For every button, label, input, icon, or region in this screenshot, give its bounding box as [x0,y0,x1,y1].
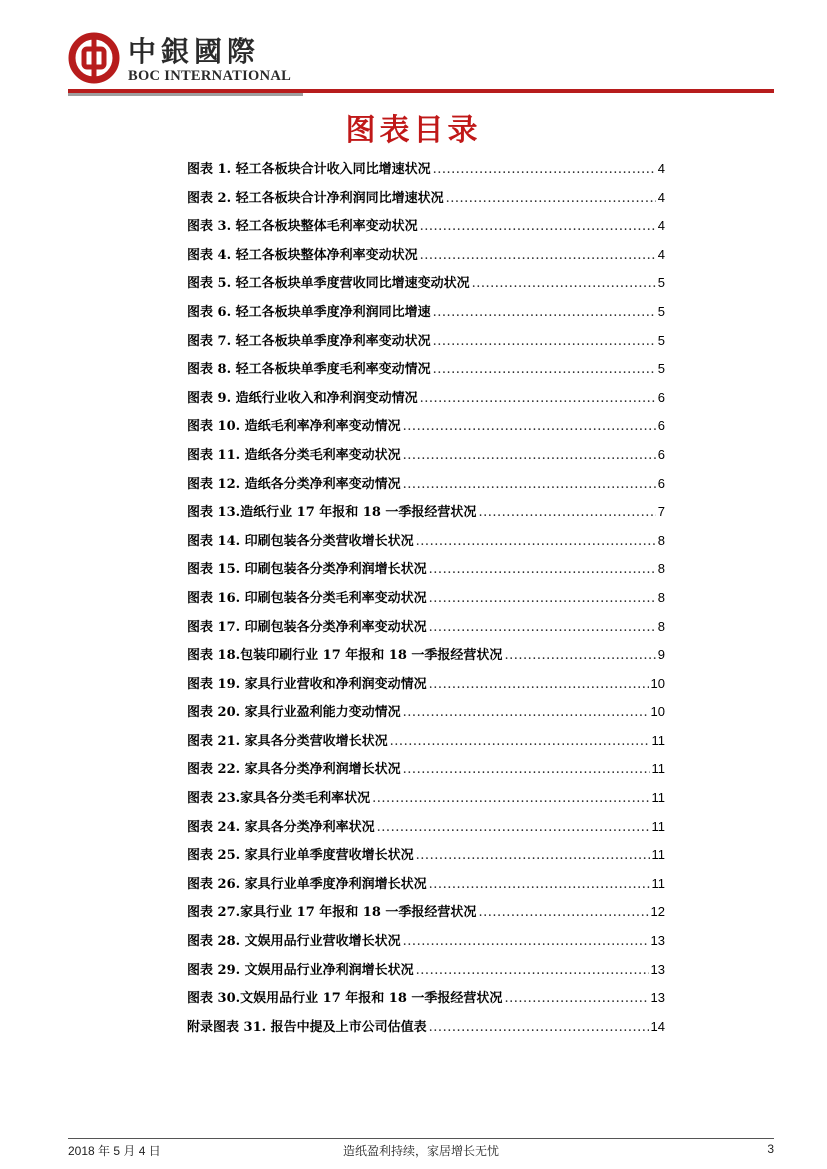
footer-rule [68,1138,774,1139]
toc-entry[interactable] [187,241,665,270]
toc-entry[interactable] [187,412,665,441]
toc-dot-leader [478,899,648,928]
toc-entry-page: 11 [651,761,665,777]
toc-dot-leader [420,242,656,271]
toc-entry-page: 13 [650,961,665,977]
toc-entry[interactable] [187,155,665,184]
header-rule-gray [68,93,303,96]
toc-entry[interactable] [187,927,665,956]
toc-entry-page: 6 [657,418,665,434]
toc-entry[interactable] [187,613,665,642]
toc-dot-leader [472,270,656,299]
toc-entry-page: 8 [657,618,665,634]
toc-entry-page: 5 [657,361,665,377]
toc-entry-label: 图表 21. 家具各分类营收增长状况 [187,733,388,749]
toc-entry-label: 图表 4. 轻工各板块整体净利率变动状况 [187,247,418,263]
toc-entry[interactable] [187,555,665,584]
page-title: 图表目录 [345,113,482,148]
boc-logo-icon [68,32,120,84]
toc-entry-page: 8 [657,561,665,577]
toc-entry-label: 图表 25. 家具行业单季度营收增长状况 [187,848,414,864]
toc-entry[interactable] [187,327,665,356]
toc-entry-label: 图表 12. 造纸各分类净利率变动情况 [187,476,401,492]
toc-dot-leader [416,528,656,557]
toc-entry[interactable] [187,670,665,699]
toc-entry-label: 图表 23.家具各分类毛利率状况 [187,791,371,807]
toc-dot-leader [403,756,650,785]
toc-entry-label: 图表 17. 印刷包装各分类净利率变动状况 [187,619,427,635]
toc-entry-page: 7 [657,504,665,520]
toc-dot-leader [416,957,649,986]
toc-entry-page: 11 [651,847,665,863]
toc-entry[interactable] [187,470,665,499]
logo-chinese-name: 中銀國際 [128,35,261,68]
toc-entry-label: 图表 13.造纸行业 17 年报和 18 一季报经营状况 [187,505,477,521]
toc-entry-page: 13 [650,990,665,1006]
toc-entry[interactable] [187,784,665,813]
toc-dot-leader [403,928,649,957]
toc-entry-label: 图表 1. 轻工各板块合计收入同比增速状况 [187,162,431,177]
toc-dot-leader [372,785,649,814]
toc-entry-label: 附录图表 31. 报告中提及上市公司估值表 [187,1019,427,1035]
toc-entry-page: 4 [657,246,665,262]
toc-entry-label: 图表 5. 轻工各板块单季度营收同比增速变动状况 [187,276,470,292]
toc-dot-leader [433,299,656,328]
toc-dot-leader [429,1014,649,1043]
toc-entry-label: 图表 3. 轻工各板块整体毛利率变动状况 [187,219,418,235]
toc-entry-label: 图表 19. 家具行业营收和净利润变动情况 [187,676,427,692]
toc-entry[interactable] [187,841,665,870]
toc-entry-label: 图表 6. 轻工各板块单季度净利润同比增速 [187,304,431,320]
toc-entry-label: 图表 8. 轻工各板块单季度毛利率变动情况 [187,362,431,378]
toc-dot-leader [429,614,656,643]
toc-dot-leader [429,585,656,614]
toc-entry-page: 6 [657,389,665,405]
toc-entry-label: 图表 18.包装印刷行业 17 年报和 18 一季报经营状况 [187,648,503,664]
toc-entry-label: 图表 27.家具行业 17 年报和 18 一季报经营状况 [187,905,477,921]
toc-entry-label: 图表 30.文娱用品行业 17 年报和 18 一季报经营状况 [187,991,503,1007]
toc-entry-page: 4 [657,189,665,205]
toc-dot-leader [403,699,649,728]
toc-dot-leader [403,471,656,500]
toc-entry-page: 5 [657,275,665,291]
toc-entry[interactable] [187,584,665,613]
toc-entry-page: 8 [657,532,665,548]
toc-entry-label: 图表 15. 印刷包装各分类净利润增长状况 [187,562,427,578]
toc-entry[interactable] [187,641,665,670]
toc-entry-label: 图表 9. 造纸行业收入和净利润变动情况 [187,390,418,406]
toc-dot-leader [433,356,656,385]
footer-date: 2018 年 5 月 4 日 [68,1144,161,1158]
toc-entry-label: 图表 2. 轻工各板块合计净利润同比增速状况 [187,190,444,206]
toc-entry[interactable] [187,727,665,756]
toc-entry[interactable] [187,498,665,527]
toc-entry-page: 11 [651,875,665,891]
toc-dot-leader [429,556,656,585]
toc-entry-label: 图表 24. 家具各分类净利率状况 [187,819,375,835]
toc-entry-page: 10 [650,675,665,691]
toc-dot-leader [478,499,655,528]
toc-entry-page: 10 [650,704,665,720]
toc-entry[interactable] [187,355,665,384]
toc-dot-leader [504,642,655,671]
toc-entry[interactable] [187,956,665,985]
toc-dot-leader [429,871,650,900]
toc-entry[interactable] [187,184,665,213]
toc-entry[interactable] [187,984,665,1013]
toc-entry[interactable] [187,870,665,899]
toc-dot-leader [446,185,656,214]
toc-entry-page: 6 [657,475,665,491]
toc-entry-label: 图表 16. 印刷包装各分类毛利率变动状况 [187,590,427,606]
toc-dot-leader [390,728,650,757]
toc-entry-page: 11 [651,790,665,806]
toc-entry-label: 图表 29. 文娱用品行业净利润增长状况 [187,962,414,978]
toc-entry[interactable] [187,1013,665,1042]
toc-entry-label: 图表 22. 家具各分类净利润增长状况 [187,762,401,778]
toc-entry-page: 14 [650,1018,665,1034]
toc-dot-leader [504,985,648,1014]
logo-english-name: BOC INTERNATIONAL [128,68,292,84]
toc-entry-page: 8 [657,589,665,605]
toc-entry[interactable] [187,898,665,927]
toc-entry-page: 4 [657,161,665,176]
toc-dot-leader [420,213,656,242]
toc-entry-page: 4 [657,218,665,234]
toc-entry[interactable] [187,755,665,784]
toc-entry-label: 图表 20. 家具行业盈利能力变动情况 [187,705,401,721]
toc-entry[interactable] [187,269,665,298]
toc-entry[interactable] [187,212,665,241]
page-footer [68,1142,774,1162]
toc-dot-leader [403,413,656,442]
toc-dot-leader [429,671,649,700]
toc-entry-label: 图表 26. 家具行业单季度净利润增长状况 [187,876,427,892]
toc-entry-label: 图表 7. 轻工各板块单季度净利率变动状况 [187,333,431,349]
toc-entry[interactable] [187,384,665,413]
toc-entry[interactable] [187,698,665,727]
toc-entry-page: 11 [651,732,665,748]
toc-entry-label: 图表 14. 印刷包装各分类营收增长状况 [187,533,414,549]
footer-report-title: 造纸盈利持续，家居增长无忧 [342,1144,499,1158]
toc-entry-page: 12 [650,904,665,920]
toc-entry[interactable] [187,813,665,842]
toc-entry-page: 6 [657,446,665,462]
toc-entry[interactable] [187,527,665,556]
toc-dot-leader [416,842,650,871]
table-of-figures [187,155,665,1041]
toc-entry-label: 图表 28. 文娱用品行业营收增长状况 [187,934,401,950]
toc-entry-page: 11 [651,818,665,834]
toc-entry-page: 5 [657,303,665,319]
toc-entry-page: 5 [657,332,665,348]
toc-entry-label: 图表 11. 造纸各分类毛利率变动状况 [187,447,401,463]
toc-entry-label: 图表 10. 造纸毛利率净利率变动情况 [187,419,401,435]
toc-entry[interactable] [187,441,665,470]
page-header [68,28,774,98]
toc-entry-page: 13 [650,933,665,949]
toc-dot-leader [403,442,656,471]
footer-page-number: 3 [767,1142,774,1156]
toc-dot-leader [377,814,650,843]
toc-dot-leader [433,328,656,357]
toc-entry[interactable] [187,298,665,327]
toc-dot-leader [420,385,656,414]
toc-dot-leader [433,156,656,185]
toc-entry-page: 9 [657,647,665,663]
